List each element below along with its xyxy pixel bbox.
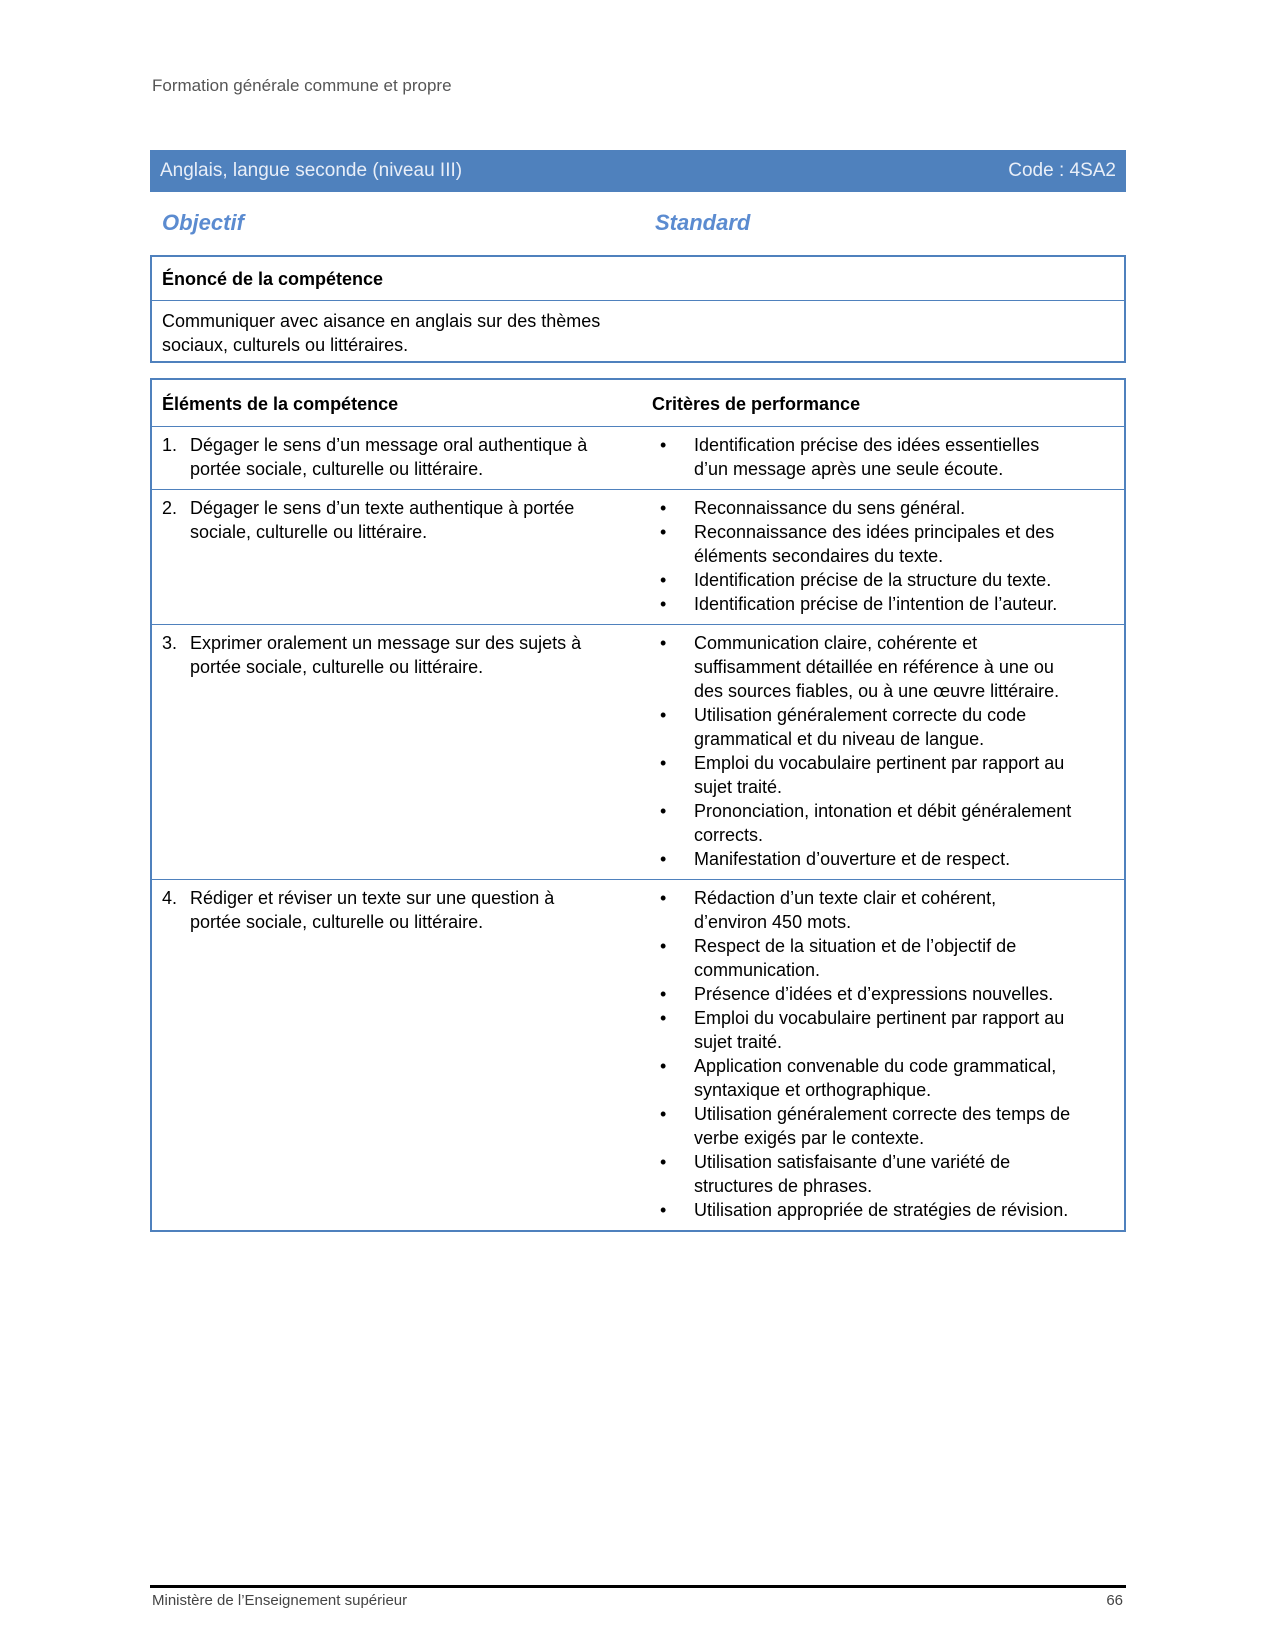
criteria-list xyxy=(652,631,1114,871)
criteria-item: • Application convenable du code grammatical, syntaxique et orthographique. xyxy=(652,1054,1074,1102)
element-text: Rédiger et réviser un texte sur une question à portée sociale, culturelle ou littéraire. xyxy=(190,888,555,932)
competence-statement-title: Énoncé de la compétence xyxy=(152,257,1124,301)
criteria-item: • Manifestation d’ouverture et de respect. xyxy=(652,847,1074,871)
footer-rule xyxy=(150,1585,1126,1588)
course-banner xyxy=(150,150,1126,192)
criteria-list xyxy=(652,496,1114,616)
element-cell xyxy=(151,880,642,1232)
objective-standard-row xyxy=(150,208,1126,236)
element-number: 4. xyxy=(162,888,178,908)
page-number: 66 xyxy=(1106,1592,1123,1609)
course-code: Code : 4SA2 xyxy=(1008,160,1116,181)
criteria-item: • Rédaction d’un texte clair et cohérent, d’environ 450 mots. xyxy=(652,886,1074,934)
page-header-text: Formation générale commune et propre xyxy=(152,76,452,95)
competence-statement-body: Communiquer avec aisance en anglais sur des thèmes sociaux, culturels ou littéraires. xyxy=(162,311,601,355)
criteria-cell xyxy=(642,490,1125,625)
criteria-item: • Identification précise de la structure du texte. xyxy=(652,568,1074,592)
criteria-cell xyxy=(642,625,1125,880)
table-row xyxy=(151,625,1125,880)
objectif-heading: Objectif xyxy=(162,210,244,235)
criteria-cell xyxy=(642,880,1125,1232)
criteria-item: • Communication claire, cohérente et suffisamment détaillée en référence à une ou des sources fiables, ou à une œuvre littéraire. xyxy=(652,631,1074,703)
element-text: Dégager le sens d’un message oral authentique à portée sociale, culturelle ou littéraire. xyxy=(190,435,588,479)
table-row xyxy=(151,880,1125,1232)
element-item xyxy=(162,496,632,544)
element-item xyxy=(162,433,632,481)
criteria-list xyxy=(652,433,1114,481)
criteria-item: • Identification précise de l’intention de l’auteur. xyxy=(652,592,1074,616)
footer-ministry: Ministère de l’Enseignement supérieur xyxy=(152,1592,408,1609)
criteria-item: • Prononciation, intonation et débit généralement corrects. xyxy=(652,799,1074,847)
standard-heading: Standard xyxy=(655,210,751,235)
element-cell xyxy=(151,625,642,880)
criteria-cell xyxy=(642,427,1125,490)
criteria-item: • Reconnaissance des idées principales et des éléments secondaires du texte. xyxy=(652,520,1074,568)
criteria-item: • Utilisation généralement correcte des temps de verbe exigés par le contexte. xyxy=(652,1102,1074,1150)
competence-statement-box xyxy=(150,255,1126,363)
criteria-item: • Emploi du vocabulaire pertinent par rapport au sujet traité. xyxy=(652,1006,1074,1054)
criteria-item: • Utilisation appropriée de stratégies de révision. xyxy=(652,1198,1074,1222)
competence-table xyxy=(150,378,1126,1232)
criteria-item: • Respect de la situation et de l’objectif de communication. xyxy=(652,934,1074,982)
criteria-item: • Utilisation satisfaisante d’une variété de structures de phrases. xyxy=(652,1150,1074,1198)
table-header-row xyxy=(151,379,1125,427)
element-cell xyxy=(151,490,642,625)
criteria-item: • Présence d’idées et d’expressions nouvelles. xyxy=(652,982,1074,1006)
table-row xyxy=(151,427,1125,490)
course-title: Anglais, langue seconde (niveau III) xyxy=(160,160,463,181)
element-number: 1. xyxy=(162,435,178,455)
element-item xyxy=(162,886,632,934)
element-text: Dégager le sens d’un texte authentique à portée sociale, culturelle ou littéraire. xyxy=(190,498,575,542)
criteria-column-header: Critères de performance xyxy=(642,379,1125,427)
criteria-item: • Emploi du vocabulaire pertinent par rapport au sujet traité. xyxy=(652,751,1074,799)
element-cell xyxy=(151,427,642,490)
criteria-item: • Reconnaissance du sens général. xyxy=(652,496,1074,520)
criteria-item: • Identification précise des idées essentielles d’un message après une seule écoute. xyxy=(652,433,1074,481)
elements-column-header: Éléments de la compétence xyxy=(151,379,642,427)
element-item xyxy=(162,631,632,679)
criteria-item: • Utilisation généralement correcte du code grammatical et du niveau de langue. xyxy=(652,703,1074,751)
element-text: Exprimer oralement un message sur des sujets à portée sociale, culturelle ou littéraire. xyxy=(190,633,582,677)
criteria-list xyxy=(652,886,1114,1222)
table-row xyxy=(151,490,1125,625)
element-number: 3. xyxy=(162,633,178,653)
element-number: 2. xyxy=(162,498,178,518)
